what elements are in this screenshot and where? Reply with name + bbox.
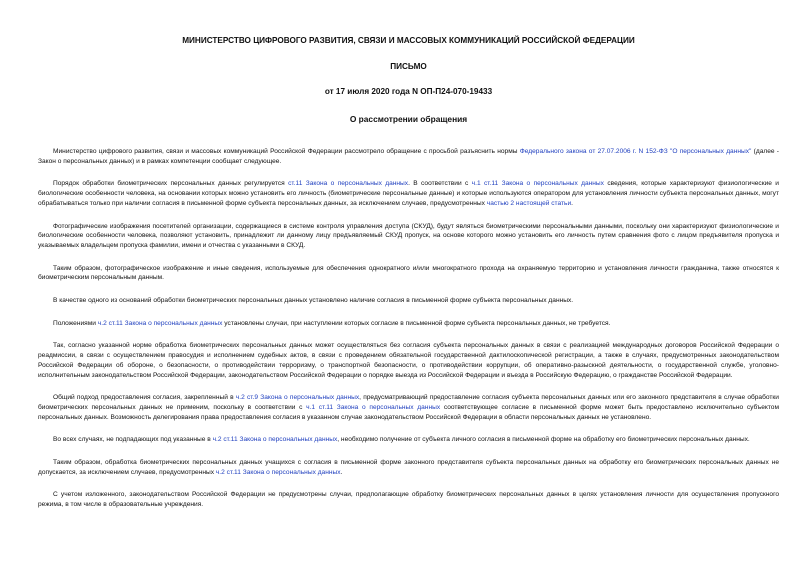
- paragraph: [38, 296, 779, 306]
- law-reference-link[interactable]: частью 2 настоящей статьи: [486, 199, 572, 207]
- ministry-title: МИНИСТЕРСТВО ЦИФРОВОГО РАЗВИТИЯ, СВЯЗИ И МАССОВЫХ КОММУНИКАЦИЙ РОССИЙСКОЙ ФЕДЕРАЦИИ: [182, 36, 635, 45]
- document-body: [38, 147, 779, 510]
- law-reference-link[interactable]: ч.1 ст.11 Закона о персональных данных: [471, 180, 604, 188]
- paragraph: [38, 179, 779, 208]
- paragraph-text: . В соответствии с: [408, 180, 472, 188]
- paragraph-text: сведения, которые характеризуют физиологические и биологические особенности человека, на основании которых можно установить его личность (биометрические персональные данные) и которые используются оператором для установления личности субъекта персональных данных, могут обрабатываться только при наличии согласия в письменной форме субъекта персональных данных, за исключением случаев, предусмотренных: [38, 180, 779, 207]
- paragraph-text: В качестве одного из оснований обработки биометрических персональных данных установлено наличие согласия в письменной форме субъекта персональных данных.: [53, 297, 574, 305]
- paragraph: [38, 147, 779, 166]
- document-type: ПИСЬМО: [390, 62, 427, 71]
- paragraph-text: Министерство цифрового развития, связи и массовых коммуникаций Российской Федерации рассмотрело обращение с просьбой разъяснить нормы: [53, 148, 520, 155]
- paragraph-text: .: [340, 468, 343, 476]
- law-reference-link[interactable]: ч.2 ст.11 Закона о персональных данных: [212, 436, 338, 444]
- paragraph-text: установлены случаи, при наступлении которых согласие в письменной форме субъекта персональных данных, не требуется.: [222, 319, 611, 327]
- paragraph-text: , необходимо получение от субъекта личного согласия в письменной форме на обработку его биометрических персональных данных.: [337, 436, 750, 444]
- law-reference-link[interactable]: ст.11 Закона о персональных данных: [288, 180, 409, 188]
- paragraph: [38, 393, 779, 422]
- law-reference-link[interactable]: Федерального закона от 27.07.2006 г. N 152-ФЗ "О персональных данных": [519, 148, 752, 155]
- paragraph-text: соответствующее согласие в письменной форме может быть предоставлено исключительно субъектом персональных данных. Возможность делегирования права предоставления согласия в указанном случае законодательством Российской Федерации в области персональных данных не установлено.: [38, 403, 779, 421]
- paragraph: [38, 341, 779, 380]
- paragraph-text: Порядок обработки биометрических персональных данных регулируется: [53, 180, 289, 188]
- paragraph-text: .: [571, 199, 573, 207]
- paragraph-text: Фотографические изображения посетителей организации, содержащиеся в системе контроля управления доступа (СКУД), будут являться биометрическими персональными данными, поскольку они характеризуют физиологические и биологические особенности человека, позволяют установить, принадлежит ли данному лицу предъявляемый СКУД пропуск, на основе которого можно установить его личность путем сравнения фото с лицом предъявителя пропуска и указываемых владельцем пропуска фамилии, имени и отчества с указанными в СКУД.: [38, 222, 779, 249]
- paragraph: [38, 458, 779, 477]
- paragraph-text: Таким образом, обработка биометрических персональных данных учащихся с согласия в письменной форме законного представителя субъекта персональных данных на обработку его биометрических персональных данных не допускается, за исключением случаев, предусмотренных: [38, 459, 779, 476]
- paragraph-text: , предусматривающий предоставление согласия субъекта персональных данных или его законного представителя в случае обработки биометрических персональных данных не применим, поскольку в соответствии с: [38, 394, 779, 411]
- document-date-number: от 17 июля 2020 года N ОП-П24-070-19433: [324, 87, 493, 96]
- paragraph-text: (далее - Закон о персональных данных) и в рамках компетенции сообщает следующее.: [38, 148, 779, 165]
- paragraph-text: Таким образом, фотографическое изображение и иные сведения, используемые для обеспечения однократного и/или многократного прохода на охраняемую территорию и установления личности гражданина, также относятся к биометрическим персональным данным.: [38, 264, 779, 282]
- law-reference-link[interactable]: ч.2 ст.11 Закона о персональных данных: [97, 319, 223, 327]
- law-reference-link[interactable]: ч.2 ст.9 Закона о персональных данных: [235, 394, 360, 402]
- law-reference-link[interactable]: ч.2 ст.11 Закона о персональных данных: [215, 468, 341, 476]
- paragraph: [38, 490, 779, 509]
- law-reference-link[interactable]: ч.1 ст.11 Закона о персональных данных: [306, 403, 441, 411]
- document-subject: О рассмотрении обращения: [349, 114, 468, 124]
- paragraph: [38, 222, 779, 251]
- paragraph-text: С учетом изложенного, законодательством Российской Федерации не предусмотрены случаи, предполагающие обработку биометрических персональных данных в целях установления личности для осуществления пропускного режима, в том числе в образовательные учреждения.: [38, 491, 779, 509]
- paragraph-text: Во всех случаях, не подпадающих под указанные в: [53, 436, 213, 444]
- paragraph-text: Общий подход предоставления согласия, закрепленный в: [53, 394, 236, 402]
- paragraph: [38, 319, 779, 329]
- paragraph: [38, 435, 779, 445]
- paragraph: [38, 264, 779, 283]
- paragraph-text: Так, согласно указанной норме обработка биометрических персональных данных может осуществляться без согласия субъекта персональных данных в связи с реализацией международных договоров Российской Федерации о реадмиссии, в связи с осуществлением правосудия и исполнением судебных актов, в связи с проведением обязательной государственной дактилоскопической регистрации, а также в случаях, предусмотренных законодательством Российской Федерации об обороне, о безопасности, о противодействии терроризму, о транспортной безопасности, о противодействии коррупции, об оперативно-разыскной деятельности, о государственной службе, уголовно-исполнительным законодательством Российской Федерации, законодательством Российской Федерации о порядке выезда из Российской Федерации и въезда в Российскую Федерацию, о гражданстве Российской Федерации.: [38, 342, 779, 379]
- paragraph-text: Положениями: [53, 319, 98, 327]
